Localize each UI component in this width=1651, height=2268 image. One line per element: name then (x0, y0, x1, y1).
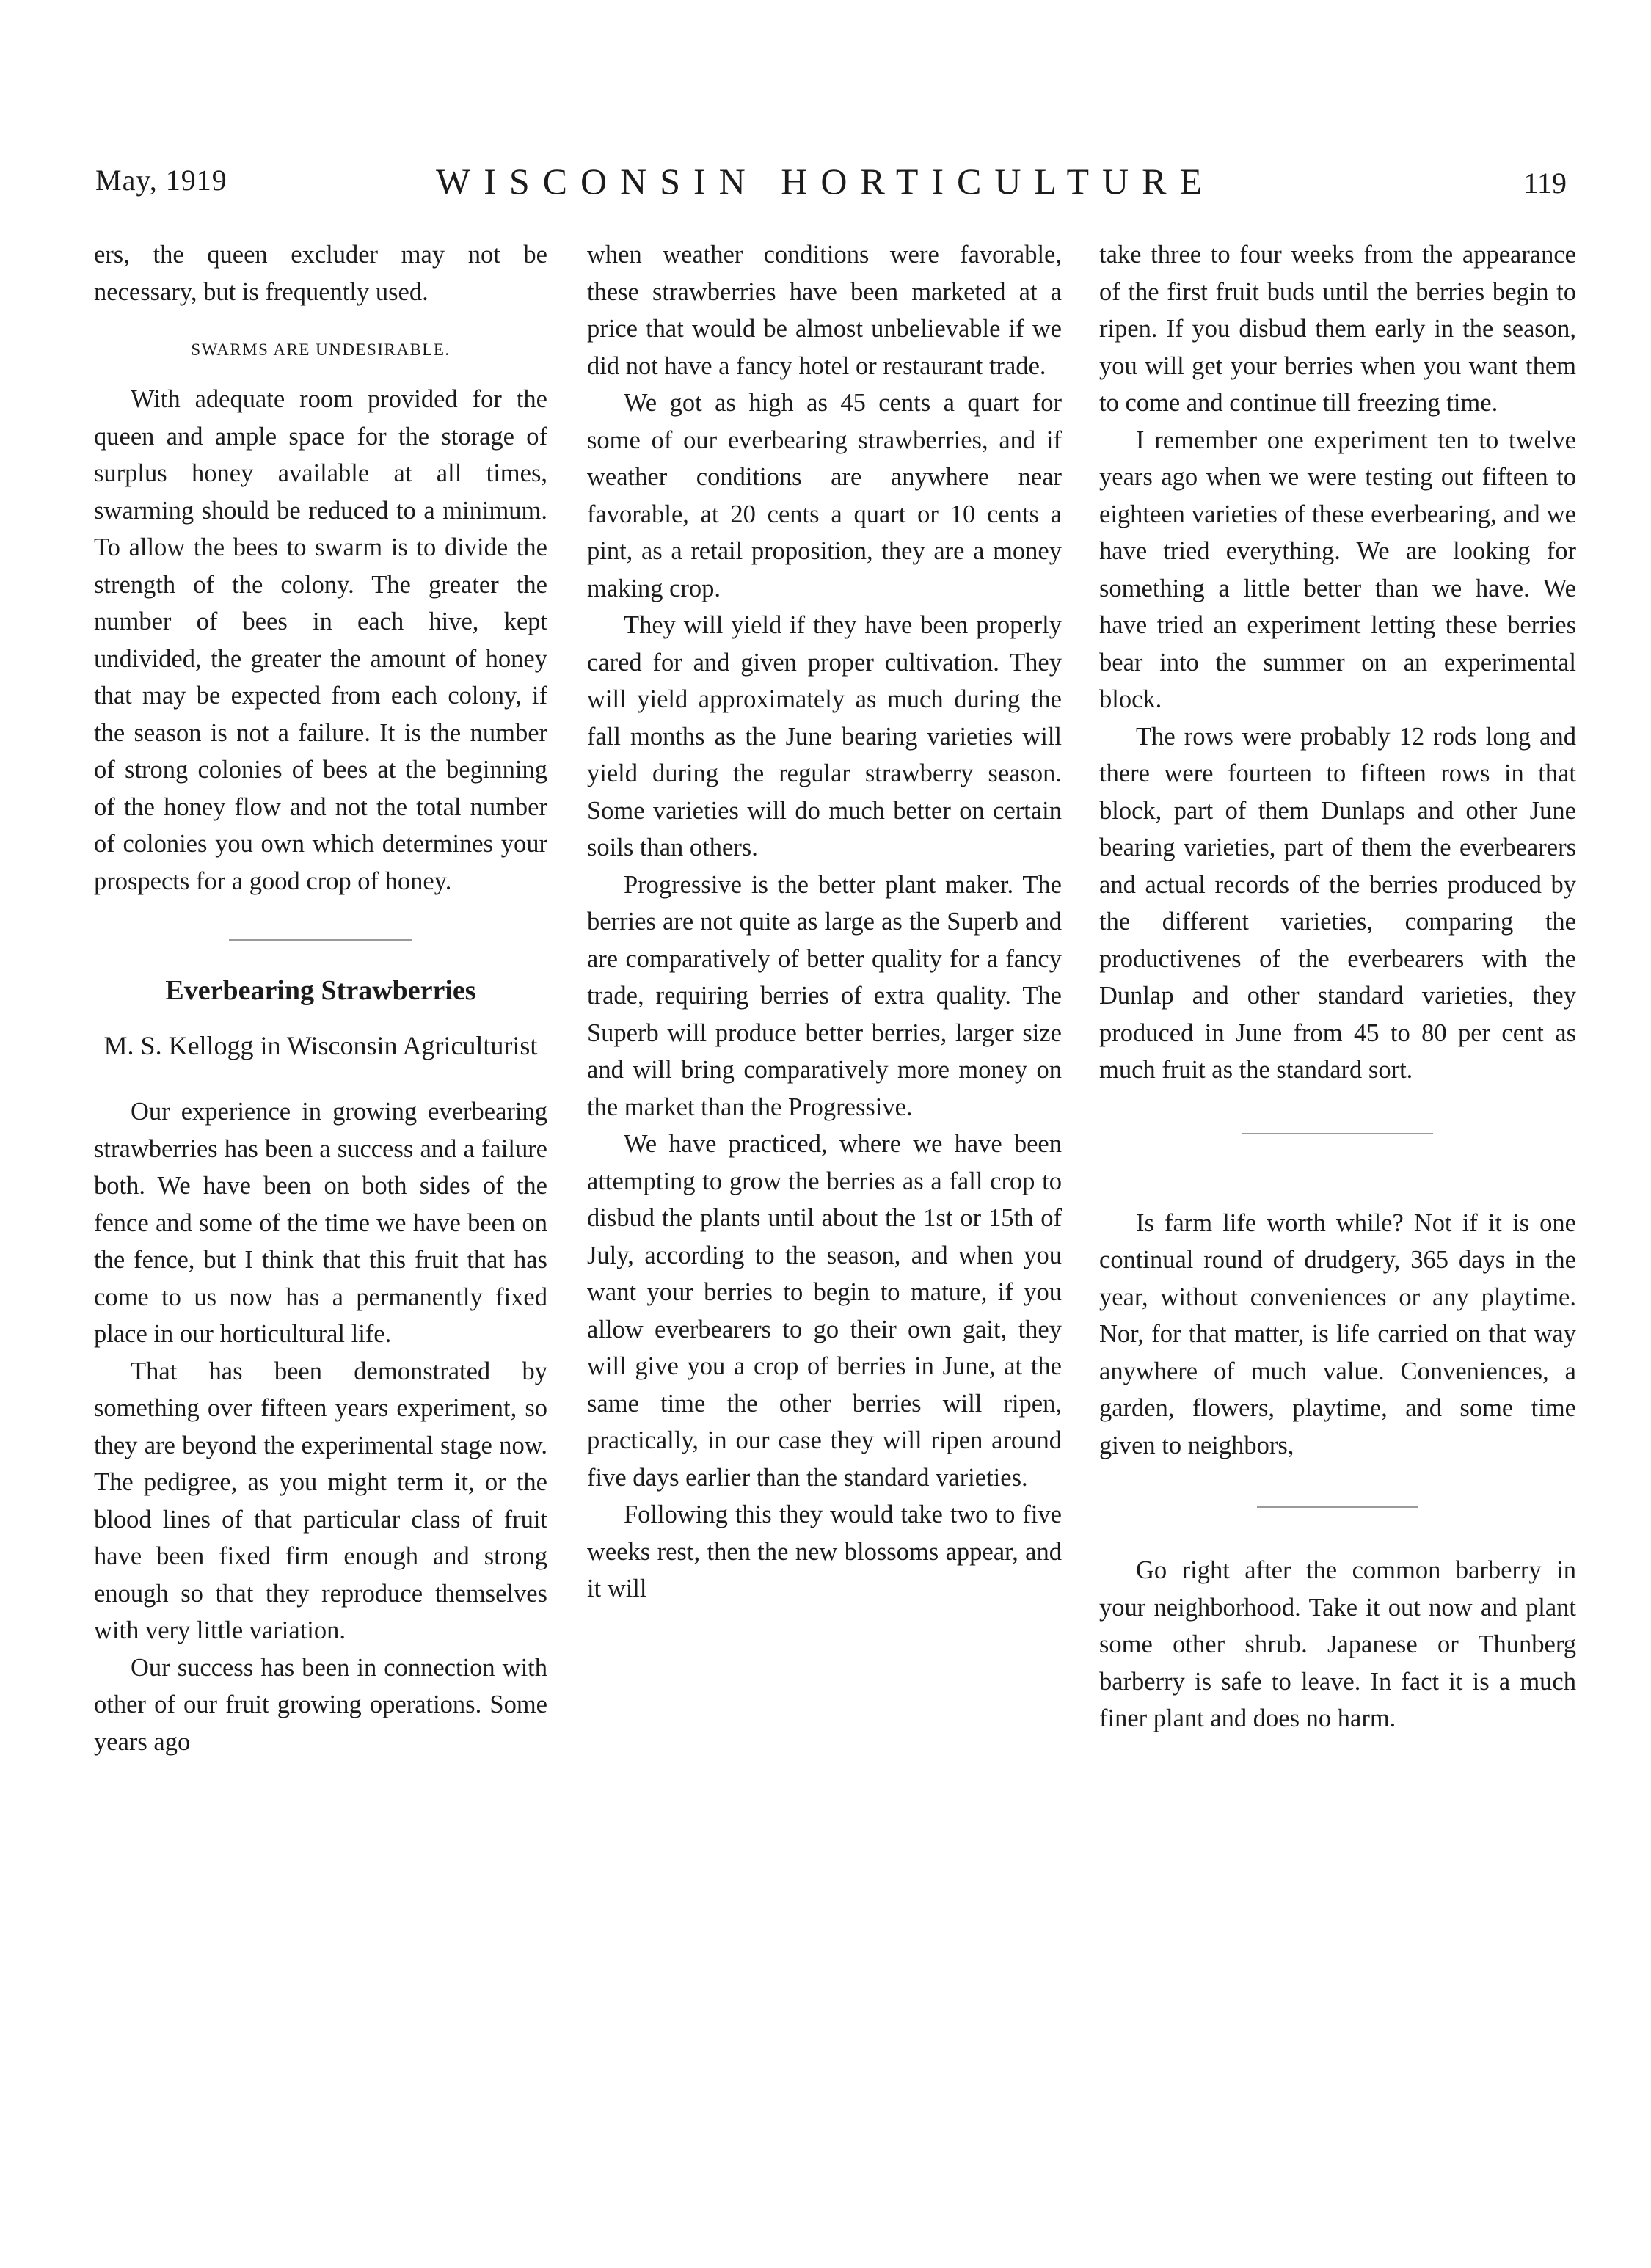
paragraph: Our success has been in connection with other of our fruit growing operations. Some years ago (94, 1653, 547, 1756)
column-1 (94, 236, 547, 1760)
paragraph: when weather conditions were favorable, these strawberries have been marketed at a price that would be almost unbelievable if we did not have a fancy hotel or restaurant trade. (587, 241, 1062, 380)
section-subheading: SWARMS ARE UNDESIRABLE. (191, 340, 451, 359)
paragraph: Following this they would take two to five weeks rest, then the new blossoms appear, and it will (587, 1501, 1062, 1602)
issue-date: May, 1919 (95, 164, 227, 197)
paragraph: The rows were probably 12 rods long and there were fourteen to fifteen rows in that block, part of them Dunlaps and other June bearing varieties, part of them the everbearers and actual records of the berries produced by the different varieties, comparing the productivenes of the everbearers with the Dunlap and other standard varieties, they produced in June from 45 to 80 per cent as much fruit as the standard sort. (1099, 722, 1576, 1084)
paragraph: That has been demonstrated by something over fifteen years experiment, so they are beyond the experimental stage now. The pedigree, as you might term it, or the blood lines of that particular class of fruit have been fixed firm enough and strong enough so that they reproduce themselves with very little variation. (94, 1357, 547, 1644)
paragraph: Progressive is the better plant maker. The berries are not quite as large as the Superb and are comparatively of better quality for a fancy trade, requiring berries of extra quality. The Superb will produce better berries, larger size and will bring comparatively more money on the market than the Progressive. (587, 870, 1062, 1121)
paragraph: Our experience in growing everbearing strawberries has been a success and a failure both. We have been on both sides of the fence and some of the time we have been on the fence, but I think that this fruit that has come to us now has a permanently fixed place in our horticultural life. (94, 1098, 547, 1348)
article-title: Everbearing Strawberries (165, 975, 476, 1006)
paragraph: I remember one experiment ten to twelve years ago when we were testing out fifteen to eighteen varieties of these everbearing, and we have tried everything. We are looking for something a little better than we have. We have tried an experiment letting these berries bear into the summer on an experimental block. (1099, 426, 1576, 713)
section-divider (229, 939, 412, 941)
paragraph: Go right after the common barberry in your neighborhood. Take it out now and plant some other shrub. Japanese or Thunberg barberry is safe to leave. In fact it is a much finer plant and does no harm. (1099, 1556, 1576, 1732)
running-header (0, 163, 1651, 207)
paragraph: ers, the queen excluder may not be necessary, but is frequently used. (94, 241, 547, 306)
paragraph: take three to four weeks from the appearance of the first fruit buds until the berries begin to ripen. If you disbud them early in the season, you will get your berries when you want them to come and continue till freezing time. (1099, 241, 1576, 417)
page-number: 119 (1523, 167, 1567, 200)
section-divider (1242, 1133, 1433, 1134)
paragraph: With adequate room provided for the queen and ample space for the storage of surplus honey available at all times, swarming should be reduced to a minimum. To allow the bees to swarm is to divide the strength of the colony. The greater the number of bees in each hive, kept undivided, the greater the amount of honey that may be expected from each colony, if the season is not a failure. It is the number of strong colonies of bees at the beginning of the honey flow and not the total number of colonies you own which determines your prospects for a good crop of honey. (94, 385, 547, 895)
column-3 (1099, 236, 1576, 1738)
paragraph: We got as high as 45 cents a quart for some of our everbearing strawberries, and if weather conditions are anywhere near favorable, at 20 cents a quart or 10 cents a pint, as a retail proposition, they are a money making crop. (587, 389, 1062, 602)
paragraph: They will yield if they have been properly cared for and given proper cultivation. They will yield approximately as much during the fall months as the June bearing varieties will yield during the regular strawberry season. Some varieties will do much better on certain soils than others. (587, 611, 1062, 861)
paragraph: We have practiced, where we have been attempting to grow the berries as a fall crop to disbud the plants until about the 1st or 15th of July, according to the season, and when you want your berries to begin to mature, if you allow everbearers to go their own gait, they will give you a crop of berries in June, at the same time the other berries will ripen, practically, in our case they will ripen around five days earlier than the standard varieties. (587, 1130, 1062, 1492)
section-divider (1257, 1506, 1418, 1508)
article-byline: M. S. Kellogg in Wisconsin Agriculturist (103, 1031, 538, 1060)
journal-title: WISCONSIN HORTICULTURE (436, 161, 1215, 202)
paragraph: Is farm life worth while? Not if it is one continual round of drudgery, 365 days in the year, without conveniences or any playtime. Nor, for that matter, is life carried on that way anywhere of much value. Conveniences, a garden, flowers, playtime, and some time given to neighbors, (1099, 1208, 1576, 1459)
column-2 (587, 236, 1062, 1608)
